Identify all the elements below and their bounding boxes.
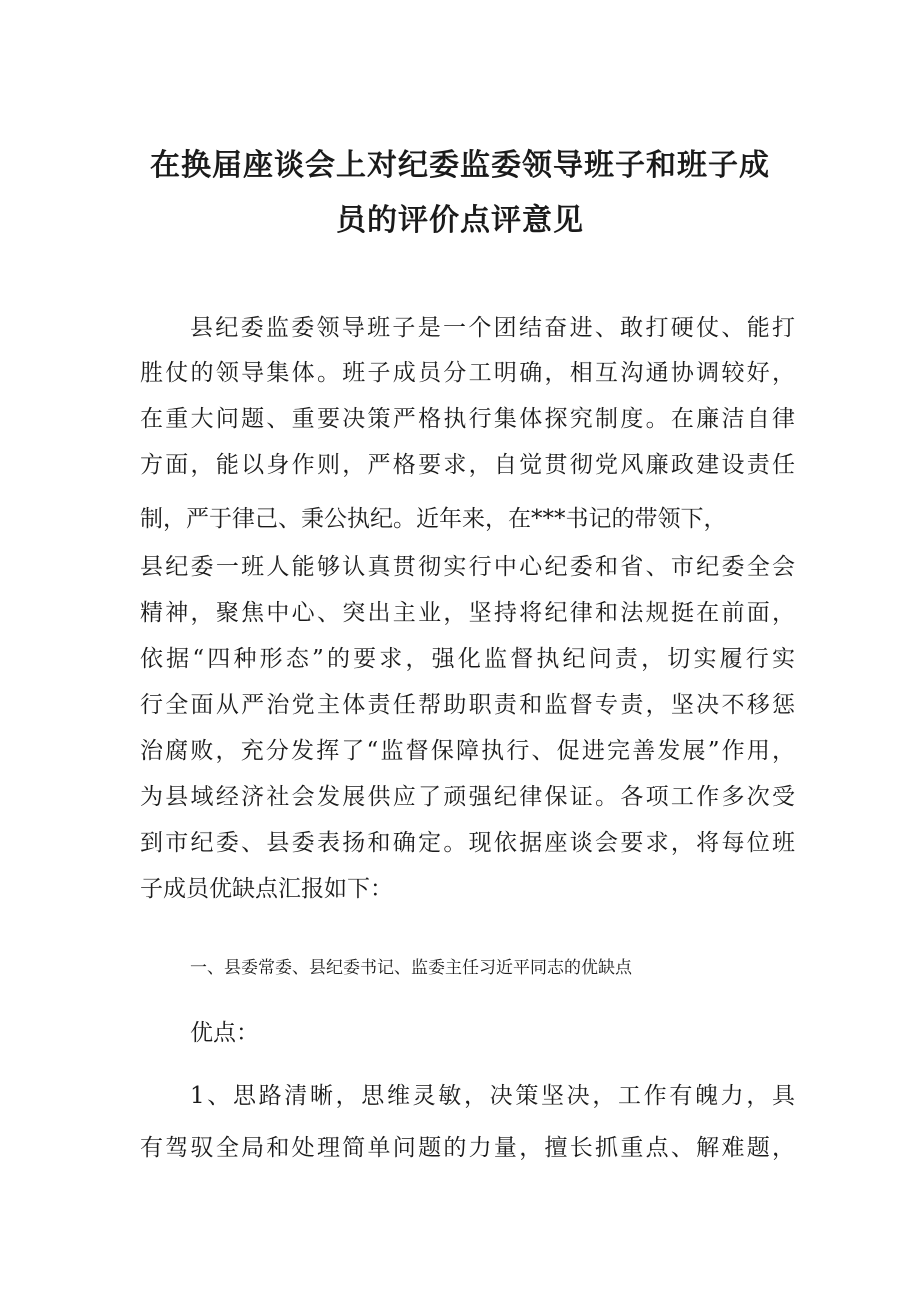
paragraph-line: 行全面从严治党主体责任帮助职责和监督专责，坚决不移惩 [140, 692, 795, 718]
paragraph-line: 县纪委一班人能够认真贯彻实行中心纪委和省、市纪委全会 [140, 554, 795, 580]
paragraph-line: 县纪委监委领导班子是一个团结奋进、敢打硬仗、能打 [190, 315, 795, 341]
paragraph-line: 到市纪委、县委表扬和确定。现依据座谈会要求，将每位班 [140, 830, 795, 856]
paragraph-line: 为县域经济社会发展供应了顽强纪律保证。各项工作多次受 [140, 784, 795, 810]
paragraph-line: 制，严于律己、秉公执纪。近年来，在***书记的带领下， [140, 506, 727, 532]
paragraph-line: 在重大问题、重要决策严格执行集体探究制度。在廉洁自律 [140, 406, 795, 432]
paragraph-line: 胜仗的领导集体。班子成员分工明确，相互沟通协调较好， [140, 360, 795, 386]
paragraph-line: 精神，聚焦中心、突出主业，坚持将纪律和法规挺在前面， [140, 600, 795, 626]
point-line: 有驾驭全局和处理简单问题的力量，擅长抓重点、解难题， [140, 1135, 795, 1161]
paragraph-line: 方面，能以身作则，严格要求，自觉贯彻党风廉政建设责任 [140, 452, 795, 478]
point-line: 1、思路清晰，思维灵敏，决策坚决，工作有魄力，具 [190, 1083, 795, 1109]
advantages-label: 优点： [190, 1020, 259, 1046]
document-title-line-2: 员的评价点评意见 [336, 203, 584, 238]
paragraph-line: 治腐败，充分发挥了“监督保障执行、促进完善发展”作用， [140, 738, 795, 764]
paragraph-line: 依据“四种形态”的要求，强化监督执纪问责，切实履行实 [140, 646, 795, 672]
document-title-line-1: 在换届座谈会上对纪委监委领导班子和班子成 [150, 148, 770, 183]
section-heading: 一、县委常委、县纪委书记、监委主任习近平同志的优缺点 [190, 958, 632, 978]
paragraph-line: 子成员优缺点汇报如下： [140, 876, 393, 902]
